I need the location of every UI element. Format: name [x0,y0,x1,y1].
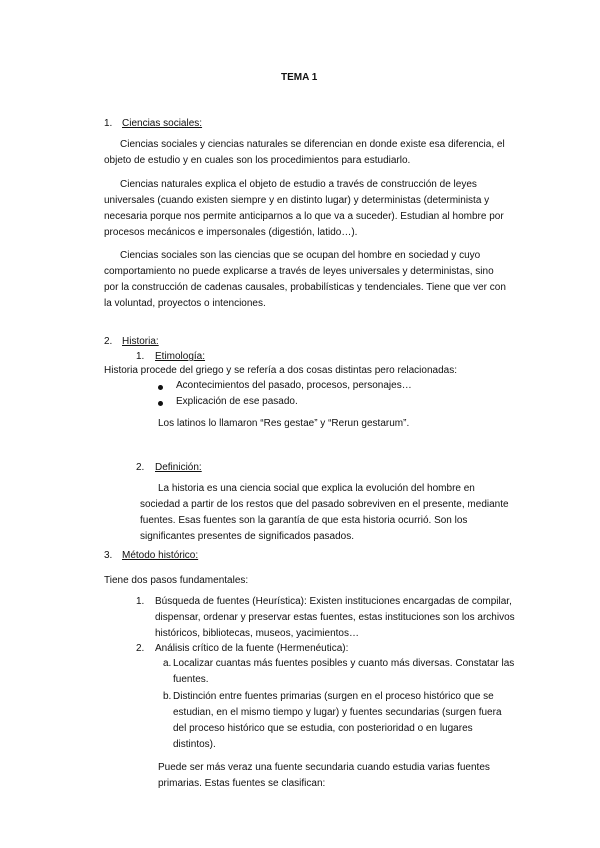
s2-bullet-1: Acontecimientos del pasado, procesos, personajes… [176,380,412,391]
s3-sub-b-line-1: Distinción entre fuentes primarias (surgen en el proceso histórico que se [173,691,494,702]
section-3-heading: Método histórico: [122,550,199,561]
s2-latinos-line: Los latinos lo llamaron “Res gestae” y “Rerun gestarum”. [158,418,410,429]
s3-sub-a-line-1: Localizar cuantas más fuentes posibles y cuanto más diversas. Constatar las [173,658,515,669]
s3-sub-a-line-2: fuentes. [173,674,209,685]
s2-sub-1-heading: Etimología: [155,351,206,362]
s2-sub-2-number: 2. [136,462,145,473]
section-1-heading: Ciencias sociales: [122,118,203,129]
s3-closing-line-1: Puede ser más veraz una fuente secundaria cuando estudia varias fuentes [158,762,490,773]
page-title: TEMA 1 [281,72,318,83]
s2-definition-line-1: La historia es una ciencia social que explica la evolución del hombre en [158,483,475,494]
s1-paragraph-2-line-2: universales (cuando existen siempre y en distinto lugar) y deterministas (determinista y [104,195,490,206]
s3-closing-line-2: primarias. Estas fuentes se clasifican: [158,778,326,789]
s2-sub-2-heading: Definición: [155,462,202,473]
s1-paragraph-3-line-1: Ciencias sociales son las ciencias que se ocupan del hombre en sociedad y cuyo [120,250,481,261]
s3-item-2-line: Análisis crítico de la fuente (Hermenéutica): [155,643,349,654]
section-3-number: 3. [104,550,113,561]
s3-item-1-line-3: históricos, bibliotecas, museos, yacimientos… [155,628,359,639]
s2-sub-1-number: 1. [136,351,145,362]
s1-paragraph-2-line-4: procesos mecánicos e impersonales (digestión, latido…). [104,227,358,238]
s1-paragraph-3-line-3: por la construcción de cadenas causales, probabilísticas y tendenciales. Tiene que ver con [104,282,506,293]
s3-intro: Tiene dos pasos fundamentales: [104,575,249,586]
bullet-icon [158,385,163,390]
s2-definition-line-4: significantes presentes de significados pasados. [140,531,355,542]
bullet-icon [158,401,163,406]
s3-sub-b-line-4: distintos). [173,739,216,750]
section-2-number: 2. [104,336,113,347]
s3-sub-b-line-2: estudian, en el mismo tiempo y lugar) y fuentes secundarias (surgen fuera [173,707,502,718]
s1-paragraph-3-line-4: la voluntad, proyectos o intenciones. [104,298,266,309]
s3-sub-b-line-3: del proceso histórico que se estudia, con posterioridad o en lugares [173,723,473,734]
s2-definition-line-3: fuentes. Esas fuentes son la garantía de que esta historia ocurrió. Son los [140,515,468,526]
s3-item-1-number: 1. [136,596,145,607]
s3-sub-a-label: a. [163,658,172,669]
s1-paragraph-3-line-2: comportamiento no puede explicarse a través de leyes universales y deterministas, sino [104,266,494,277]
s3-item-1-line-2: dispensar, ordenar y preservar estas fuentes, estas instituciones son los archivos [155,612,515,623]
s3-sub-b-label: b. [163,691,172,702]
s1-paragraph-1-line-1: Ciencias sociales y ciencias naturales se diferencian en donde existe esa diferencia, el [120,139,505,150]
s1-paragraph-2-line-1: Ciencias naturales explica el objeto de estudio a través de construcción de leyes [120,179,477,190]
s2-bullet-2: Explicación de ese pasado. [176,396,298,407]
s1-paragraph-2-line-3: necesaria porque nos permite anticiparnos a lo que va a suceder). Estudian al hombre por [104,211,504,222]
section-2-heading: Historia: [122,336,159,347]
section-1-number: 1. [104,118,113,129]
s3-item-2-number: 2. [136,643,145,654]
s1-paragraph-1-line-2: objeto de estudio y en cuales son los procedimientos para estudiarlo. [104,155,411,166]
s3-item-1-line-1: Búsqueda de fuentes (Heurística): Existen instituciones encargadas de compilar, [155,596,512,607]
s2-etymology-line: Historia procede del griego y se refería a dos cosas distintas pero relacionadas: [104,365,457,376]
s2-definition-line-2: sociedad a partir de los restos que del pasado sobreviven en el presente, mediante [140,499,509,510]
